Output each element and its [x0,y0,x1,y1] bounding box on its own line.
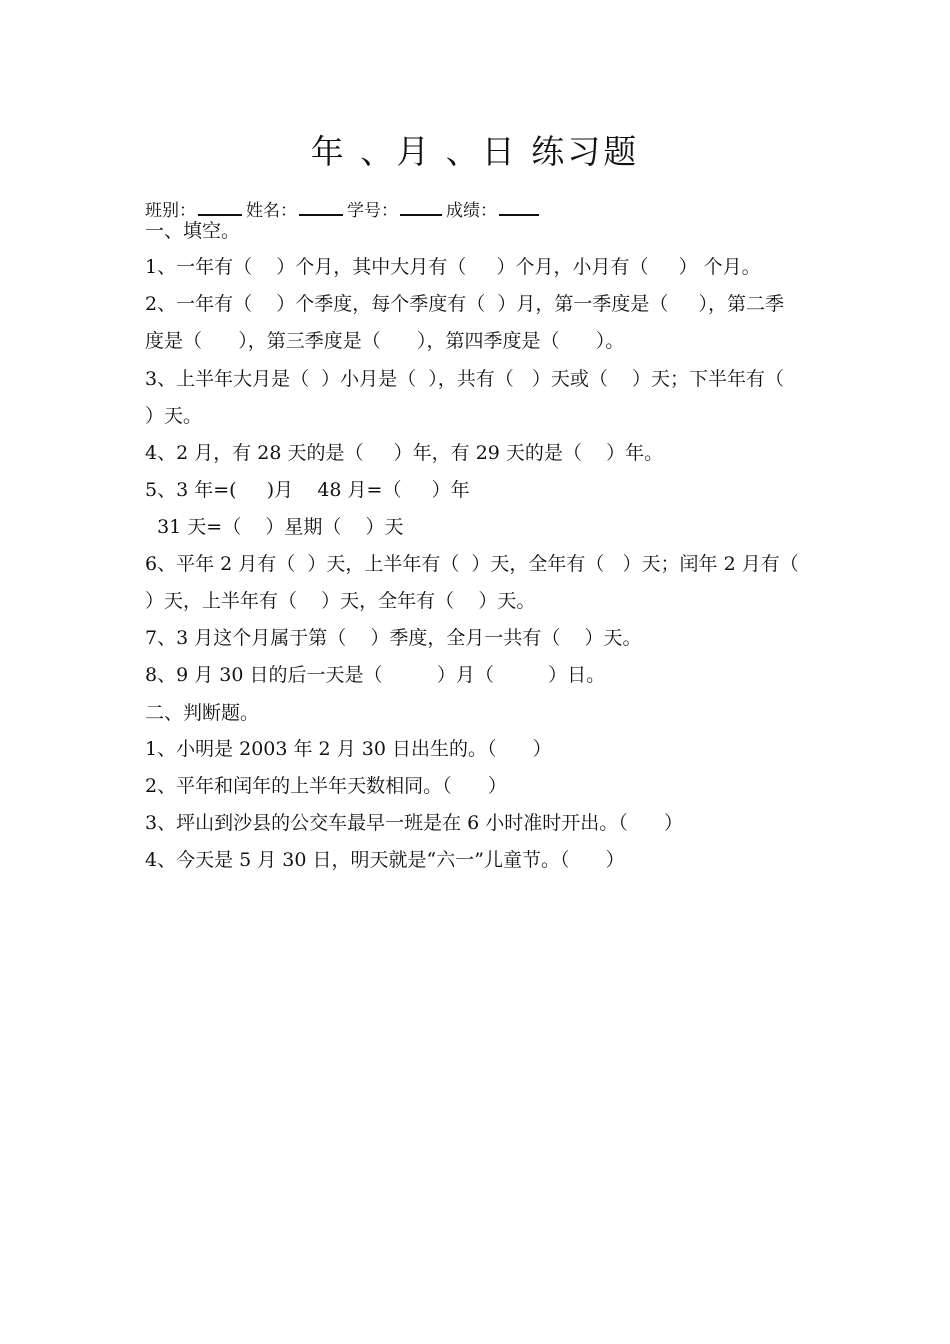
question-line: 2、一年有（ ）个季度，每个季度有（ ）月，第一季度是（ ），第二季 [145,293,785,315]
section-heading-fill: 一、填空。 [145,220,241,242]
question-line: ）天。 [145,405,203,427]
question-line: 7、3 月这个月属于第（ ）季度，全月一共有（ ）天。 [145,627,642,649]
name-label: 姓名： [246,201,297,221]
number-label: 学号： [347,201,398,221]
class-label: 班别： [145,201,196,221]
name-blank [299,200,343,216]
question-line: 1、一年有（ ）个月，其中大月有（ ）个月，小月有（ ） 个月。 [145,256,761,278]
question-line: ）天，上半年有（ ）天，全年有（ ）天。 [145,590,536,612]
question-line: 6、平年 2 月有（ ）天，上半年有（ ）天，全年有（ ）天；闰年 2 月有（ [145,553,799,575]
question-line: 4、2 月，有 28 天的是（ ）年，有 29 天的是（ ）年。 [145,442,664,464]
question-line: 1、小明是 2003 年 2 月 30 日出生的。（ ） [145,738,552,760]
class-blank [198,200,242,216]
question-line: 3、上半年大月是（ ）小月是（ ），共有（ ）天或（ ）天；下半年有（ [145,368,785,390]
number-blank [400,200,442,216]
page-title: 年 、月 、日 练习题 [310,132,640,171]
question-line: 度是（ ），第三季度是（ ），第四季度是（ ）。 [145,330,625,352]
section-heading-judge: 二、判断题。 [145,702,260,724]
question-line: 5、3 年=( )月 48 月=（ ）年 [145,479,470,501]
question-line: 31 天=（ ）星期（ ）天 [145,516,404,538]
question-line: 3、坪山到沙县的公交车最早一班是在 6 小时准时开出。（ ） [145,812,683,834]
score-blank [499,200,539,216]
question-line: 8、9 月 30 日的后一天是（ ）月（ ）日。 [145,664,606,686]
question-line: 4、今天是 5 月 30 日，明天就是“六一”儿童节。（ ） [145,849,625,871]
score-label: 成绩： [446,201,497,221]
question-line: 2、平年和闰年的上半年天数相同。（ ） [145,775,507,797]
